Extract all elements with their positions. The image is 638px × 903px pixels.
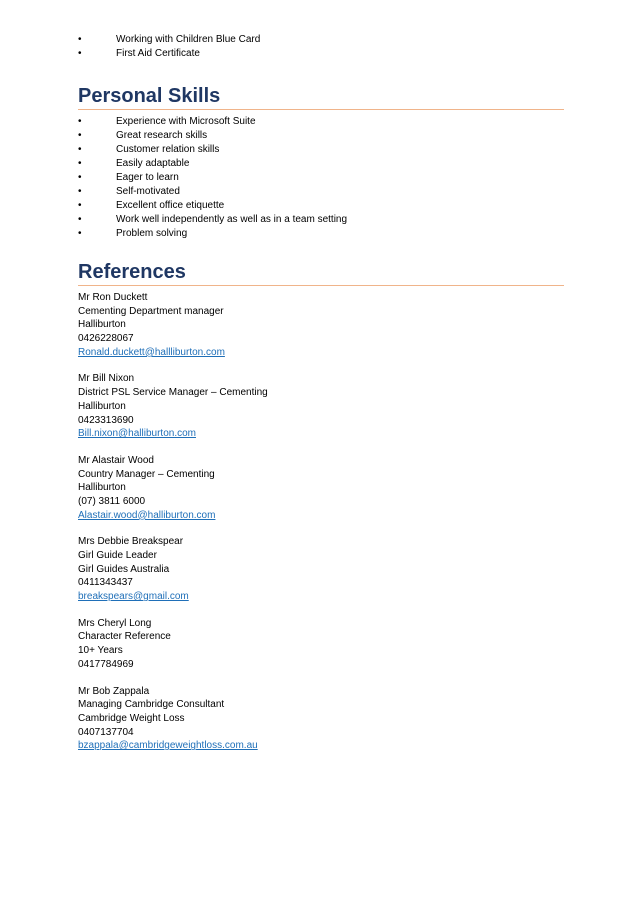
bullet-icon: •: [78, 186, 82, 197]
reference-name: Mrs Debbie Breakspear: [78, 536, 184, 548]
bullet-icon: •: [78, 200, 82, 211]
list-item: [78, 129, 347, 143]
reference-entry: [78, 535, 268, 603]
list-item: [78, 171, 347, 185]
skill-text: Experience with Microsoft Suite: [116, 116, 256, 127]
list-item: [78, 185, 347, 199]
reference-title: District PSL Service Manager – Cementing: [78, 387, 268, 399]
reference-title: Managing Cambridge Consultant: [78, 699, 225, 711]
reference-title: Cementing Department manager: [78, 305, 224, 317]
skill-text: Problem solving: [116, 228, 188, 239]
reference-company: Girl Guides Australia: [78, 563, 170, 575]
references-heading: References: [78, 260, 564, 286]
list-item: [78, 213, 347, 227]
skill-text: Excellent office etiquette: [116, 200, 225, 211]
skill-text: Great research skills: [116, 130, 208, 141]
list-item: [78, 227, 347, 241]
personal-skills-list: [78, 115, 347, 241]
bullet-icon: •: [78, 228, 82, 239]
reference-name: Mrs Cheryl Long: [78, 617, 152, 629]
reference-name: Mr Alastair Wood: [78, 454, 154, 466]
reference-name: Mr Bob Zappala: [78, 685, 150, 697]
reference-title: Girl Guide Leader: [78, 550, 157, 561]
skill-text: Easily adaptable: [116, 158, 190, 169]
reference-email-link[interactable]: breakspears@gmail.com: [78, 591, 189, 603]
reference-email-link[interactable]: Alastair.wood@halliburton.com: [78, 509, 216, 521]
reference-phone: (07) 3811 6000: [78, 495, 146, 507]
reference-title: Country Manager – Cementing: [78, 468, 215, 480]
reference-company: Cambridge Weight Loss: [78, 712, 185, 724]
reference-entry: [78, 454, 268, 522]
list-item: [78, 199, 347, 213]
certifications-list: [78, 33, 260, 61]
bullet-icon: •: [78, 116, 82, 127]
reference-company: Halliburton: [78, 482, 126, 494]
reference-entry: [78, 372, 268, 440]
reference-phone: 0426228067: [78, 333, 134, 345]
bullet-icon: •: [78, 158, 82, 169]
list-item: [78, 47, 260, 61]
bullet-icon: •: [78, 172, 82, 183]
reference-company: Halliburton: [78, 319, 126, 331]
bullet-icon: •: [78, 34, 82, 45]
reference-email-link[interactable]: bzappala@cambridgeweightloss.com.au: [78, 740, 258, 752]
skill-text: Eager to learn: [116, 172, 179, 183]
reference-name: Mr Ron Duckett: [78, 292, 148, 303]
skill-text: Work well independently as well as in a team setting: [116, 214, 348, 225]
list-item: [78, 157, 347, 171]
reference-entry: [78, 617, 268, 672]
list-item: [78, 143, 347, 157]
reference-phone: 0423313690: [78, 414, 134, 426]
reference-name: Mr Bill Nixon: [78, 373, 135, 385]
bullet-icon: •: [78, 130, 82, 141]
bullet-icon: •: [78, 48, 82, 59]
references-list: [78, 291, 268, 766]
reference-entry: [78, 685, 268, 753]
reference-company: Halliburton: [78, 400, 126, 412]
reference-entry: [78, 291, 268, 359]
certification-text: First Aid Certificate: [116, 48, 200, 59]
reference-title: Character Reference: [78, 631, 171, 643]
certification-text: Working with Children Blue Card: [116, 34, 261, 45]
reference-phone: 0407137704: [78, 726, 134, 738]
reference-phone: 0411343437: [78, 577, 133, 589]
reference-email-link[interactable]: Ronald.duckett@hallliburton.com: [78, 346, 225, 358]
personal-skills-heading: Personal Skills: [78, 84, 564, 110]
skill-text: Self-motivated: [116, 186, 180, 197]
reference-email-link[interactable]: Bill.nixon@halliburton.com: [78, 428, 196, 440]
reference-phone: 0417784969: [78, 658, 134, 670]
list-item: [78, 33, 260, 47]
list-item: [78, 115, 347, 129]
skill-text: Customer relation skills: [116, 144, 220, 155]
bullet-icon: •: [78, 144, 82, 155]
bullet-icon: •: [78, 214, 82, 225]
reference-company: 10+ Years: [78, 645, 123, 657]
